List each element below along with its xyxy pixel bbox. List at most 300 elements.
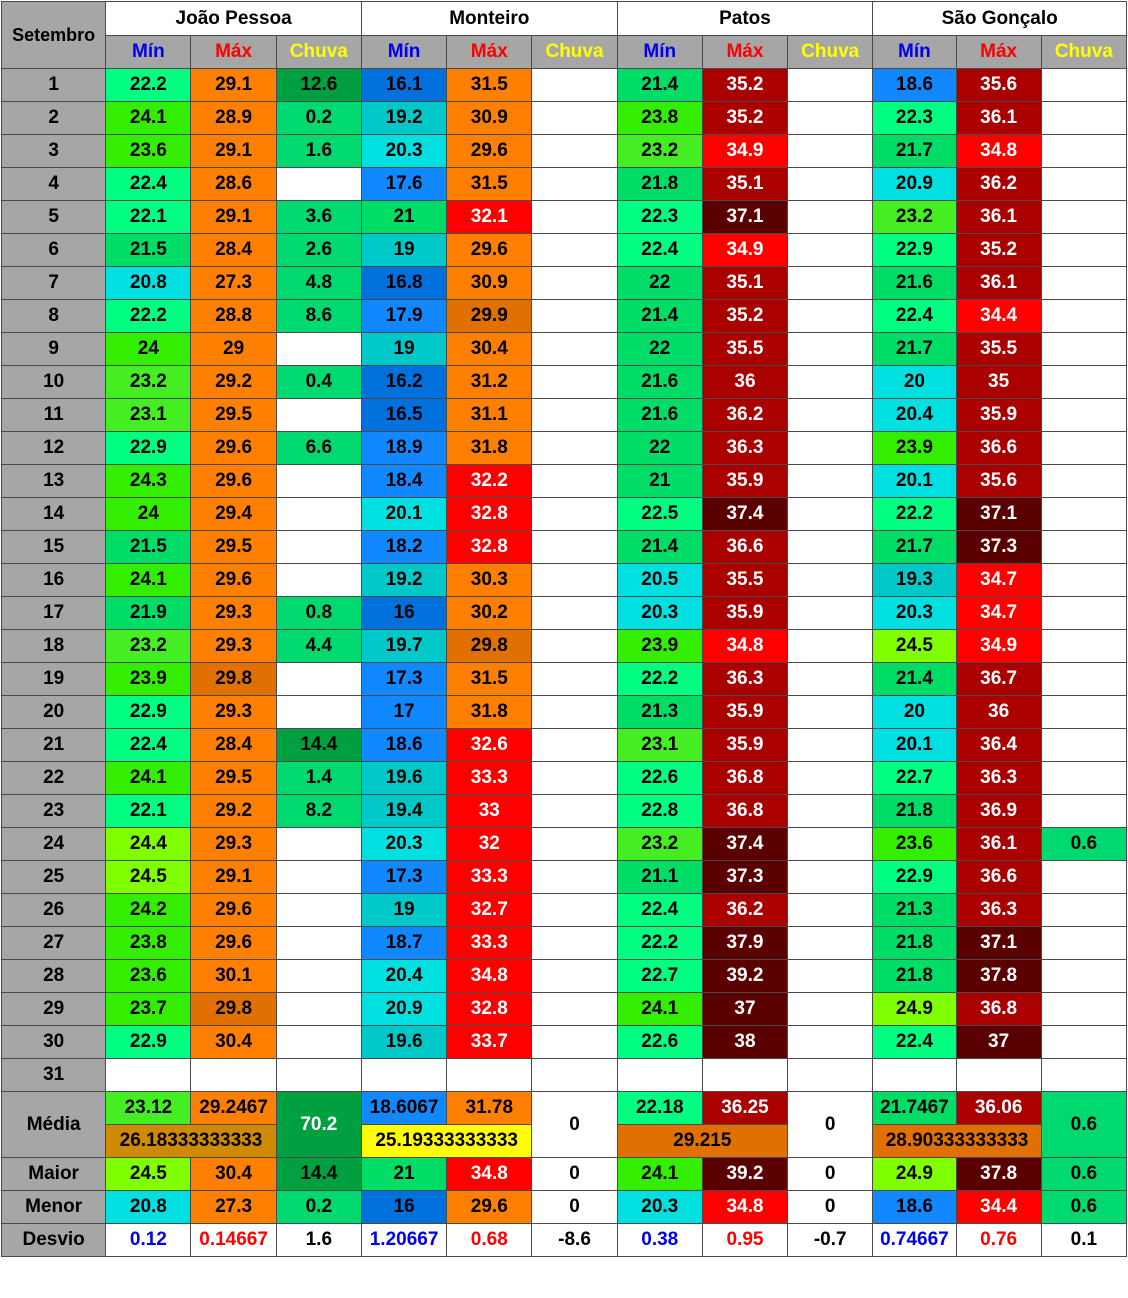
media-chuva: 0 <box>788 1092 873 1158</box>
col-header-max: Máx <box>191 36 276 69</box>
city-header-sao-goncalo: São Gonçalo <box>873 2 1127 36</box>
menor-max: 34.8 <box>702 1191 787 1224</box>
day-label: 27 <box>2 927 106 960</box>
menor-max: 34.4 <box>956 1191 1041 1224</box>
max-cell <box>447 1059 532 1092</box>
day-label: 8 <box>2 300 106 333</box>
max-cell: 29.5 <box>191 399 276 432</box>
chuva-cell <box>532 69 617 102</box>
min-cell: 22.2 <box>873 498 956 531</box>
day-label: 10 <box>2 366 106 399</box>
max-cell: 36.7 <box>956 663 1041 696</box>
desvio-label: Desvio <box>2 1224 106 1257</box>
maior-min: 24.5 <box>106 1158 191 1191</box>
min-cell: 22.9 <box>106 1026 191 1059</box>
month-label: Setembro <box>2 2 106 69</box>
max-cell: 37 <box>702 993 787 1026</box>
max-cell: 32.6 <box>447 729 532 762</box>
chuva-cell <box>788 102 873 135</box>
table-row <box>2 828 1127 861</box>
max-cell: 29.8 <box>447 630 532 663</box>
maior-max: 37.8 <box>956 1158 1041 1191</box>
max-cell: 29.1 <box>191 69 276 102</box>
min-cell: 23.9 <box>106 663 191 696</box>
max-cell: 33.3 <box>447 762 532 795</box>
desvio-chuva: -8.6 <box>532 1224 617 1257</box>
chuva-cell <box>788 1059 873 1092</box>
max-cell: 30.4 <box>191 1026 276 1059</box>
menor-row <box>2 1191 1127 1224</box>
min-cell: 24.1 <box>106 564 191 597</box>
min-cell: 21.6 <box>617 366 702 399</box>
max-cell: 28.9 <box>191 102 276 135</box>
day-label: 12 <box>2 432 106 465</box>
min-cell: 20.3 <box>873 597 956 630</box>
chuva-cell <box>532 333 617 366</box>
menor-min: 18.6 <box>873 1191 956 1224</box>
min-cell: 21.8 <box>873 927 956 960</box>
min-cell: 21.8 <box>873 960 956 993</box>
min-cell: 22.7 <box>617 960 702 993</box>
day-label: 30 <box>2 1026 106 1059</box>
table-row <box>2 894 1127 927</box>
max-cell: 29.8 <box>191 663 276 696</box>
day-label: 1 <box>2 69 106 102</box>
max-cell: 28.4 <box>191 234 276 267</box>
table-row <box>2 696 1127 729</box>
min-cell: 22.4 <box>106 168 191 201</box>
media-max: 36.06 <box>956 1092 1041 1125</box>
chuva-cell: 0.6 <box>1041 828 1126 861</box>
max-cell: 29 <box>191 333 276 366</box>
chuva-cell <box>1041 168 1126 201</box>
menor-chuva: 0 <box>788 1191 873 1224</box>
min-cell: 19.3 <box>873 564 956 597</box>
max-cell: 36.2 <box>702 399 787 432</box>
min-cell: 22.3 <box>617 201 702 234</box>
min-cell: 20.3 <box>617 597 702 630</box>
chuva-cell <box>532 630 617 663</box>
col-header-max: Máx <box>702 36 787 69</box>
chuva-cell <box>276 1026 361 1059</box>
chuva-cell <box>532 201 617 234</box>
max-cell: 29.2 <box>191 366 276 399</box>
min-cell: 23.8 <box>617 102 702 135</box>
min-cell: 22 <box>617 267 702 300</box>
max-cell: 29.9 <box>447 300 532 333</box>
min-cell: 22.3 <box>873 102 956 135</box>
chuva-cell <box>532 696 617 729</box>
chuva-cell <box>788 960 873 993</box>
day-label: 5 <box>2 201 106 234</box>
min-cell: 21.4 <box>617 531 702 564</box>
min-cell: 20.1 <box>873 465 956 498</box>
table-row <box>2 531 1127 564</box>
chuva-cell <box>532 729 617 762</box>
min-cell: 22.2 <box>106 300 191 333</box>
chuva-cell <box>1041 927 1126 960</box>
min-cell: 21.7 <box>873 333 956 366</box>
max-cell: 35.5 <box>702 564 787 597</box>
desvio-min: 0.12 <box>106 1224 191 1257</box>
max-cell: 31.8 <box>447 696 532 729</box>
day-label: 16 <box>2 564 106 597</box>
min-cell: 21.5 <box>106 531 191 564</box>
max-cell: 33.3 <box>447 927 532 960</box>
min-cell: 24.1 <box>617 993 702 1026</box>
desvio-chuva: 1.6 <box>276 1224 361 1257</box>
chuva-cell <box>276 927 361 960</box>
chuva-cell: 4.4 <box>276 630 361 663</box>
chuva-cell <box>1041 531 1126 564</box>
max-cell: 36.6 <box>956 432 1041 465</box>
chuva-cell <box>1041 201 1126 234</box>
chuva-cell <box>788 498 873 531</box>
min-cell: 23.2 <box>873 201 956 234</box>
chuva-cell <box>788 861 873 894</box>
desvio-max: 0.68 <box>447 1224 532 1257</box>
chuva-cell <box>788 696 873 729</box>
chuva-cell <box>532 960 617 993</box>
maior-max: 34.8 <box>447 1158 532 1191</box>
max-cell: 29.5 <box>191 762 276 795</box>
menor-max: 29.6 <box>447 1191 532 1224</box>
chuva-cell: 2.6 <box>276 234 361 267</box>
chuva-cell <box>788 168 873 201</box>
min-cell: 22.2 <box>617 663 702 696</box>
day-label: 28 <box>2 960 106 993</box>
max-cell: 31.1 <box>447 399 532 432</box>
max-cell: 32.2 <box>447 465 532 498</box>
chuva-cell: 1.4 <box>276 762 361 795</box>
col-header-chuva: Chuva <box>532 36 617 69</box>
max-cell: 28.4 <box>191 729 276 762</box>
menor-min: 16 <box>361 1191 446 1224</box>
table-row <box>2 201 1127 234</box>
chuva-cell <box>1041 696 1126 729</box>
table-row <box>2 1026 1127 1059</box>
max-cell: 33.7 <box>447 1026 532 1059</box>
min-cell: 23.2 <box>617 135 702 168</box>
max-cell: 29.6 <box>191 927 276 960</box>
day-label: 22 <box>2 762 106 795</box>
chuva-cell <box>788 234 873 267</box>
chuva-cell <box>532 861 617 894</box>
min-cell: 20.4 <box>361 960 446 993</box>
max-cell: 32.7 <box>447 894 532 927</box>
chuva-cell <box>276 399 361 432</box>
chuva-cell <box>1041 300 1126 333</box>
city-header-joao-pessoa: João Pessoa <box>106 2 362 36</box>
min-cell: 17.9 <box>361 300 446 333</box>
chuva-cell <box>276 828 361 861</box>
desvio-min: 1.20667 <box>361 1224 446 1257</box>
day-label: 25 <box>2 861 106 894</box>
min-cell: 21.8 <box>873 795 956 828</box>
max-cell: 29.1 <box>191 135 276 168</box>
min-cell: 16 <box>361 597 446 630</box>
day-label: 9 <box>2 333 106 366</box>
max-cell: 37.9 <box>702 927 787 960</box>
max-cell: 32.8 <box>447 498 532 531</box>
min-cell: 21.4 <box>617 300 702 333</box>
maior-chuva: 14.4 <box>276 1158 361 1191</box>
menor-max: 27.3 <box>191 1191 276 1224</box>
col-header-min: Mín <box>873 36 956 69</box>
chuva-cell <box>1041 762 1126 795</box>
day-label: 17 <box>2 597 106 630</box>
min-cell: 22.4 <box>873 1026 956 1059</box>
chuva-cell <box>532 432 617 465</box>
chuva-cell <box>1041 399 1126 432</box>
table-row <box>2 300 1127 333</box>
max-cell: 34.8 <box>956 135 1041 168</box>
maior-chuva: 0 <box>788 1158 873 1191</box>
min-cell: 22.9 <box>873 861 956 894</box>
max-cell: 36.8 <box>956 993 1041 1026</box>
weather-table <box>1 1 1127 1257</box>
chuva-cell <box>1041 465 1126 498</box>
max-cell <box>956 1059 1041 1092</box>
chuva-cell <box>788 465 873 498</box>
city-header-row <box>2 2 1127 36</box>
table-row <box>2 135 1127 168</box>
col-header-min: Mín <box>617 36 702 69</box>
table-row <box>2 861 1127 894</box>
min-cell: 19.6 <box>361 762 446 795</box>
chuva-cell <box>788 663 873 696</box>
max-cell: 30.9 <box>447 102 532 135</box>
min-cell: 20.9 <box>873 168 956 201</box>
max-cell: 37.1 <box>956 498 1041 531</box>
chuva-cell <box>276 960 361 993</box>
max-cell: 37.8 <box>956 960 1041 993</box>
table-row <box>2 267 1127 300</box>
min-cell: 22 <box>617 333 702 366</box>
day-label: 7 <box>2 267 106 300</box>
menor-chuva: 0 <box>532 1191 617 1224</box>
chuva-cell <box>532 894 617 927</box>
day-label: 19 <box>2 663 106 696</box>
chuva-cell <box>1041 498 1126 531</box>
min-cell: 24.3 <box>106 465 191 498</box>
chuva-cell <box>532 828 617 861</box>
chuva-cell <box>1041 1059 1126 1092</box>
max-cell: 36.9 <box>956 795 1041 828</box>
max-cell: 35.2 <box>702 102 787 135</box>
max-cell: 35.9 <box>702 729 787 762</box>
max-cell: 37.1 <box>702 201 787 234</box>
max-cell: 35.9 <box>702 465 787 498</box>
chuva-cell <box>788 267 873 300</box>
chuva-cell: 0.4 <box>276 366 361 399</box>
max-cell: 33.3 <box>447 861 532 894</box>
min-cell: 21.7 <box>873 135 956 168</box>
chuva-cell <box>276 465 361 498</box>
min-cell: 24 <box>106 498 191 531</box>
desvio-max: 0.95 <box>702 1224 787 1257</box>
max-cell: 35.1 <box>702 267 787 300</box>
desvio-max: 0.14667 <box>191 1224 276 1257</box>
min-cell: 23.9 <box>617 630 702 663</box>
min-cell: 20.1 <box>873 729 956 762</box>
menor-min: 20.3 <box>617 1191 702 1224</box>
chuva-cell <box>1041 234 1126 267</box>
col-header-max: Máx <box>956 36 1041 69</box>
max-cell: 35.9 <box>702 597 787 630</box>
min-cell: 22.6 <box>617 1026 702 1059</box>
table-row <box>2 663 1127 696</box>
table-row <box>2 597 1127 630</box>
min-cell: 20.5 <box>617 564 702 597</box>
chuva-cell <box>532 795 617 828</box>
chuva-cell <box>1041 861 1126 894</box>
table-row <box>2 168 1127 201</box>
min-cell: 21.3 <box>617 696 702 729</box>
min-cell: 19.2 <box>361 564 446 597</box>
max-cell: 29.6 <box>191 894 276 927</box>
table-row <box>2 69 1127 102</box>
max-cell: 34.9 <box>702 234 787 267</box>
chuva-cell: 4.8 <box>276 267 361 300</box>
chuva-cell <box>532 300 617 333</box>
min-cell: 21.1 <box>617 861 702 894</box>
chuva-cell <box>532 597 617 630</box>
chuva-cell <box>1041 135 1126 168</box>
chuva-cell <box>788 828 873 861</box>
chuva-cell <box>788 894 873 927</box>
menor-chuva: 0.2 <box>276 1191 361 1224</box>
chuva-cell <box>788 135 873 168</box>
min-cell: 24.9 <box>873 993 956 1026</box>
min-cell: 20.4 <box>873 399 956 432</box>
max-cell: 35.6 <box>956 69 1041 102</box>
chuva-cell <box>788 729 873 762</box>
max-cell: 35.2 <box>956 234 1041 267</box>
chuva-cell <box>788 531 873 564</box>
min-cell: 16.2 <box>361 366 446 399</box>
min-cell: 22.2 <box>617 927 702 960</box>
min-cell <box>361 1059 446 1092</box>
table-row <box>2 399 1127 432</box>
max-cell: 35.5 <box>956 333 1041 366</box>
maior-chuva: 0.6 <box>1041 1158 1126 1191</box>
chuva-cell <box>1041 564 1126 597</box>
day-label: 21 <box>2 729 106 762</box>
col-header-min: Mín <box>106 36 191 69</box>
city-header-monteiro: Monteiro <box>361 2 617 36</box>
chuva-cell <box>788 69 873 102</box>
min-cell: 24.4 <box>106 828 191 861</box>
min-cell: 19.2 <box>361 102 446 135</box>
min-cell: 23.6 <box>106 135 191 168</box>
max-cell: 29.3 <box>191 828 276 861</box>
max-cell: 34.9 <box>956 630 1041 663</box>
day-label: 4 <box>2 168 106 201</box>
media-row-top <box>2 1092 1127 1125</box>
chuva-cell <box>1041 1026 1126 1059</box>
max-cell: 36.1 <box>956 201 1041 234</box>
media-min: 22.18 <box>617 1092 702 1125</box>
min-cell: 20 <box>873 696 956 729</box>
max-cell <box>702 1059 787 1092</box>
min-cell: 24.5 <box>873 630 956 663</box>
min-cell: 23.6 <box>106 960 191 993</box>
day-label: 15 <box>2 531 106 564</box>
min-cell: 22.9 <box>106 696 191 729</box>
max-cell: 29.3 <box>191 696 276 729</box>
min-cell: 24.1 <box>106 762 191 795</box>
media-max: 36.25 <box>702 1092 787 1125</box>
chuva-cell <box>276 993 361 1026</box>
min-cell: 22.5 <box>617 498 702 531</box>
maior-min: 21 <box>361 1158 446 1191</box>
min-cell: 20.1 <box>361 498 446 531</box>
chuva-cell: 8.6 <box>276 300 361 333</box>
chuva-cell <box>276 663 361 696</box>
max-cell: 35.1 <box>702 168 787 201</box>
table-row <box>2 762 1127 795</box>
chuva-cell <box>532 531 617 564</box>
day-label: 11 <box>2 399 106 432</box>
min-cell: 18.4 <box>361 465 446 498</box>
min-cell: 22.8 <box>617 795 702 828</box>
media-chuva: 0.6 <box>1041 1092 1126 1158</box>
day-label: 31 <box>2 1059 106 1092</box>
max-cell: 36.1 <box>956 102 1041 135</box>
max-cell: 31.5 <box>447 69 532 102</box>
max-cell: 29.5 <box>191 531 276 564</box>
min-cell: 22.9 <box>106 432 191 465</box>
max-cell: 29.2 <box>191 795 276 828</box>
min-cell: 21 <box>361 201 446 234</box>
chuva-cell <box>788 333 873 366</box>
chuva-cell <box>788 201 873 234</box>
desvio-chuva: 0.1 <box>1041 1224 1126 1257</box>
min-cell: 21.4 <box>617 69 702 102</box>
min-cell <box>617 1059 702 1092</box>
chuva-cell <box>276 168 361 201</box>
min-cell: 16.5 <box>361 399 446 432</box>
menor-min: 20.8 <box>106 1191 191 1224</box>
min-cell: 21.9 <box>106 597 191 630</box>
table-row <box>2 630 1127 663</box>
day-label: 24 <box>2 828 106 861</box>
chuva-cell <box>532 267 617 300</box>
min-cell: 17.6 <box>361 168 446 201</box>
day-label: 18 <box>2 630 106 663</box>
menor-chuva: 0.6 <box>1041 1191 1126 1224</box>
min-cell: 22.4 <box>617 234 702 267</box>
min-cell: 19.4 <box>361 795 446 828</box>
chuva-cell <box>788 432 873 465</box>
media-chuva: 70.2 <box>276 1092 361 1158</box>
min-cell: 21.8 <box>617 168 702 201</box>
chuva-cell <box>532 366 617 399</box>
max-cell: 29.3 <box>191 630 276 663</box>
max-cell: 35.9 <box>702 696 787 729</box>
min-cell: 17.3 <box>361 861 446 894</box>
max-cell: 32 <box>447 828 532 861</box>
max-cell: 36.8 <box>702 762 787 795</box>
max-cell: 36.3 <box>702 663 787 696</box>
min-cell <box>873 1059 956 1092</box>
chuva-cell <box>1041 366 1126 399</box>
max-cell: 36.3 <box>956 762 1041 795</box>
media-min: 21.7467 <box>873 1092 956 1125</box>
min-cell: 16.1 <box>361 69 446 102</box>
max-cell: 34.7 <box>956 597 1041 630</box>
